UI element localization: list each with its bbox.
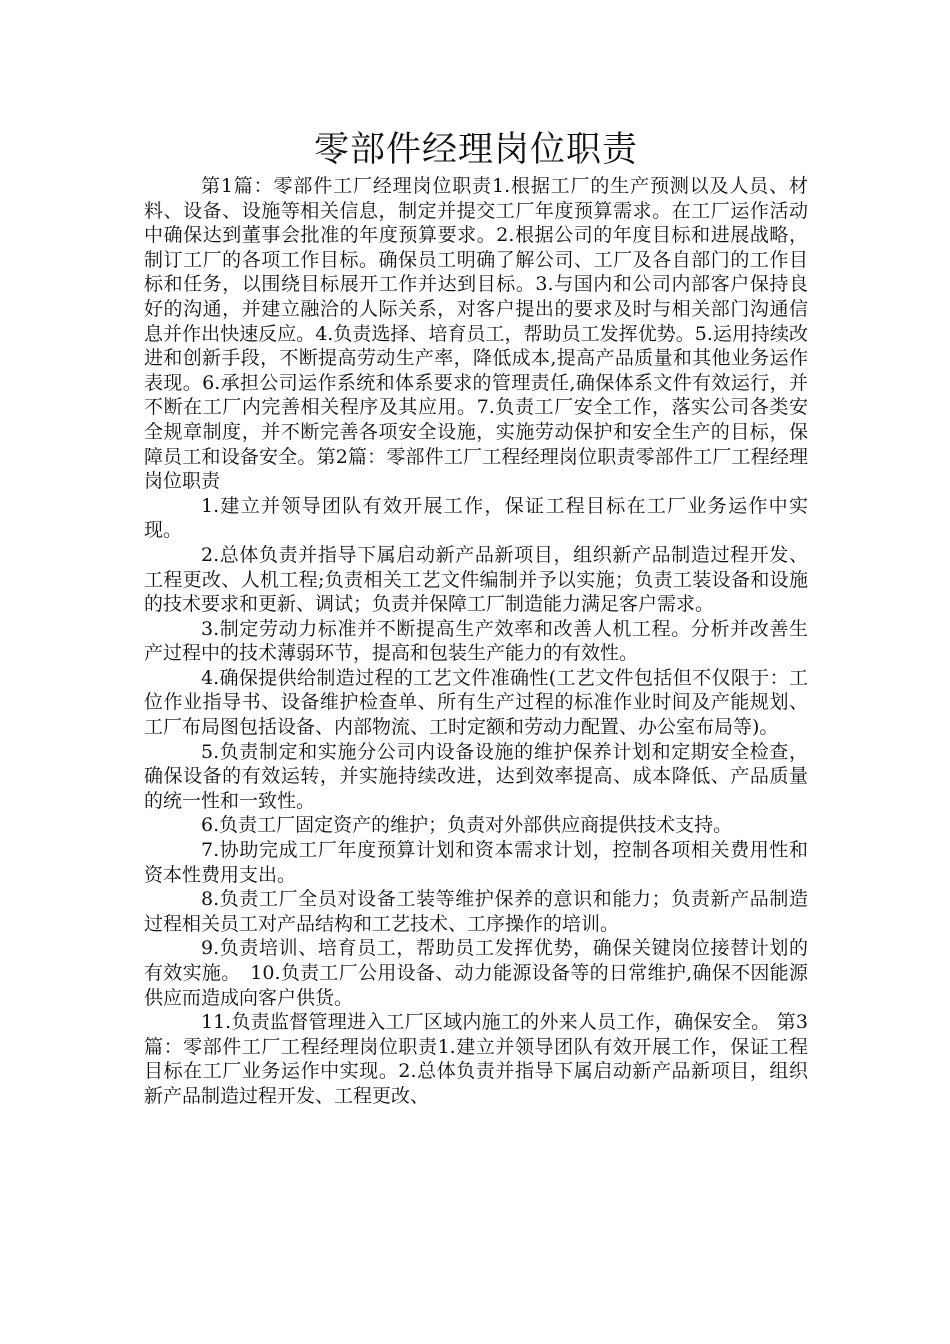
paragraph-10: 9.负责培训、培育员工，帮助员工发挥优势，确保关键岗位接替计划的有效实施。 10.负责工厂公用设备、动力能源设备等的日常维护,确保不因能源供应而造成向客户供货。: [144, 937, 808, 1009]
paragraph-6: 5.负责制定和实施分公司内设备设施的维护保养计划和定期安全检查，确保设备的有效运转，并实施持续改进，达到效率提高、成本降低、产品质量的统一性和一致性。: [144, 740, 808, 812]
paragraph-3: 2.总体负责并指导下属启动新产品新项目，组织新产品制造过程开发、工程更改、人机工程;负责相关工艺文件编制并予以实施；负责工装设备和设施的技术要求和更新、调试；负责并保障工厂制造能力满足客户需求。: [144, 543, 808, 616]
paragraph-4: 3.制定劳动力标准并不断提高生产效率和改善人机工程。分析并改善生产过程中的技术薄弱环节，提高和包装生产能力的有效性。: [144, 617, 808, 665]
document-page: [144, 128, 808, 1109]
document-title: 零部件经理岗位职责: [313, 130, 638, 170]
paragraph-11: 11.负责监督管理进入工厂区域内施工的外来人员工作，确保安全。 第3篇：零部件工厂工程经理岗位职责1.建立并领导团队有效开展工作，保证工程目标在工厂业务运作中实现。2.总体负责并指导下属启动新产品新项目，组织新产品制造过程开发、工程更改、: [144, 1011, 808, 1107]
paragraph-7: 6.负责工厂固定资产的维护；负责对外部供应商提供技术支持。: [201, 814, 733, 837]
paragraph-2: 1.建立并领导团队有效开展工作，保证工程目标在工厂业务运作中实现。: [144, 494, 808, 542]
paragraph-8: 7.协助完成工厂年度预算计划和资本需求计划，控制各项相关费用性和资本性费用支出。: [144, 839, 808, 886]
paragraph-1: 第1篇：零部件工厂经理岗位职责1.根据工厂的生产预测以及人员、材料、设备、设施等相关信息，制定并提交工厂年度预算需求。在工厂运作活动中确保达到董事会批准的年度预算要求。2.根据公司的年度目标和进展战略，制订工厂的各项工作目标。确保员工明确了解公司、工厂及各自部门的工作目标和任务，以围绕目标展开工作并达到目标。3.与国内和公司内部客户保持良好的沟通，并建立融洽的人际关系，对客户提出的要求及时与相关部门沟通信息并作出快速反应。4.负责选择、培育员工，帮助员工发挥优势。5.运用持续改进和创新手段，不断提高劳动生产率，降低成本,提高产品质量和其他业务运作表现。6.承担公司运作系统和体系要求的管理责任,确保体系文件有效运行，并不断在工厂内完善相关程序及其应用。7.负责工厂安全工作，落实公司各类安全规章制度，并不断完善各项安全设施，实施劳动保护和安全生产的目标，保障员工和设备安全。第2篇：零部件工厂工程经理岗位职责零部件工厂工程经理岗位职责: [144, 175, 808, 493]
paragraph-9: 8.负责工厂全员对设备工装等维护保养的意识和能力；负责新产品制造过程相关员工对产品结构和工艺技术、工序操作的培训。: [144, 888, 808, 935]
paragraph-5: 4.确保提供给制造过程的工艺文件准确性(工艺文件包括但不仅限于：工位作业指导书、设备维护检查单、所有生产过程的标准作业时间及产能规划、工厂布局图包括设备、内部物流、工时定额和劳动力配置、办公室布局等)。: [144, 666, 808, 739]
